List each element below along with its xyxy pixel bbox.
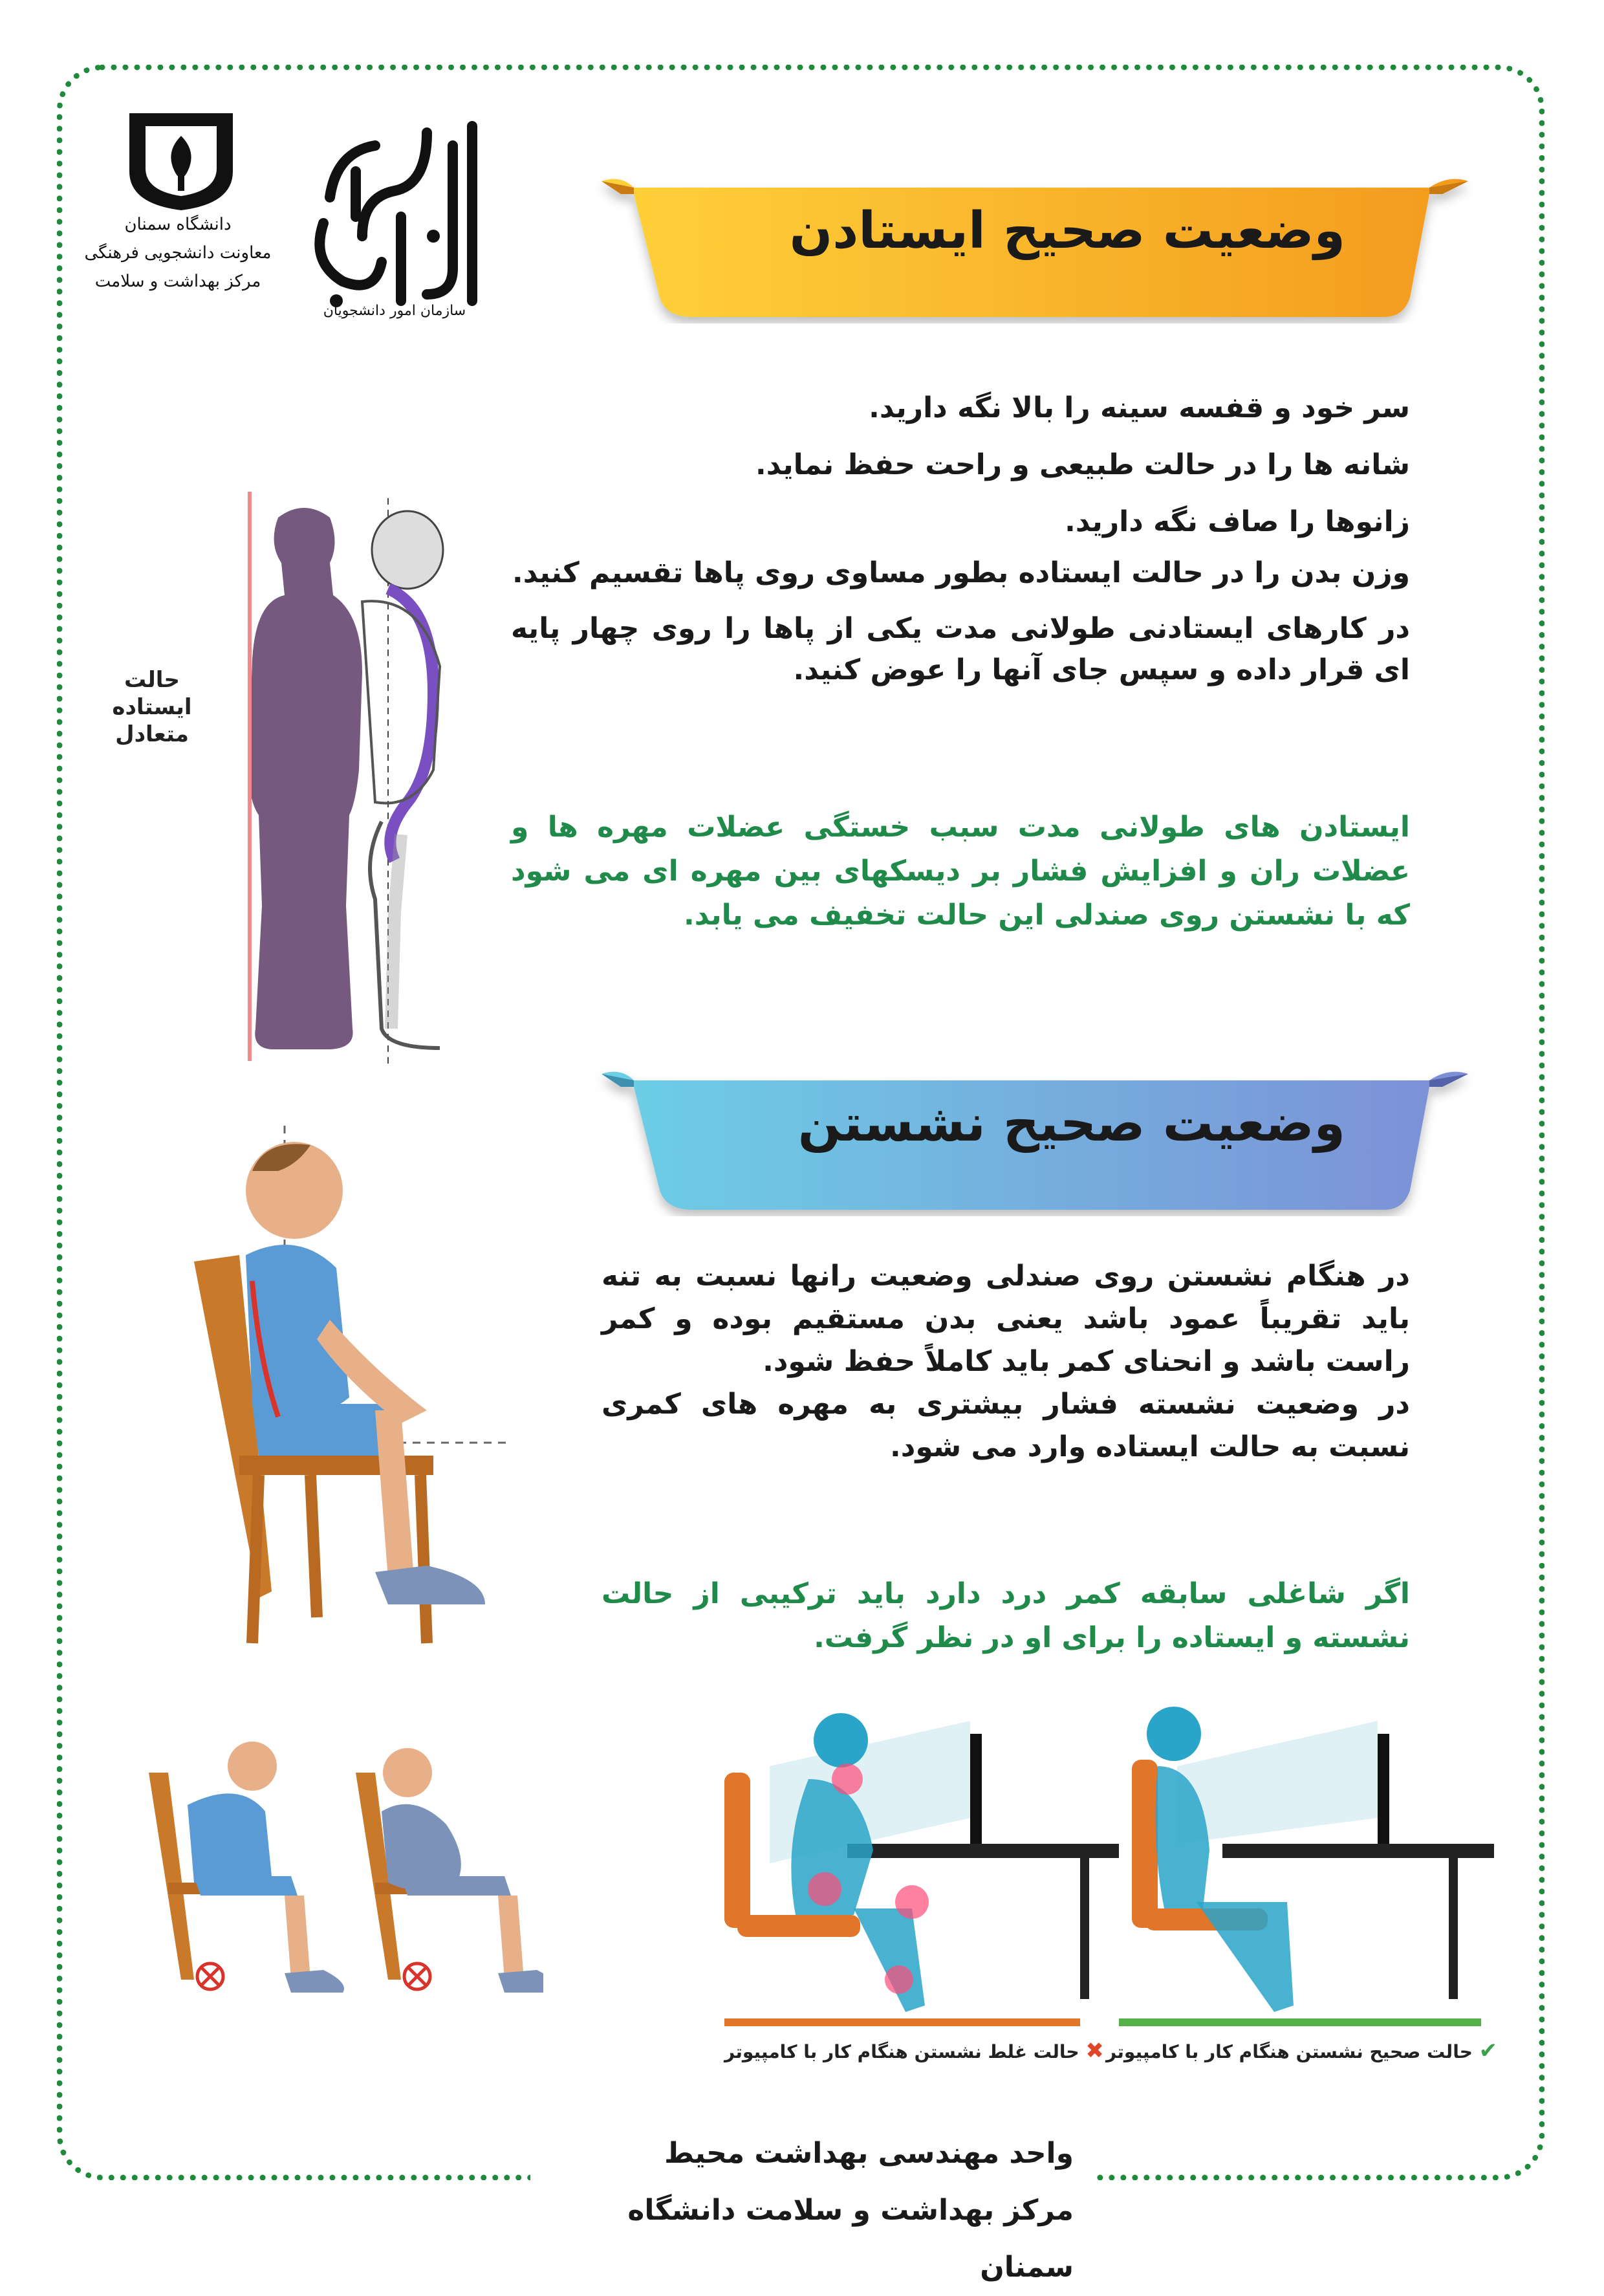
standing-tip-4: وزن بدن را در حالت ایستاده بطور مساوی روی پاها تقسیم کنید. [512, 556, 1410, 589]
sitting-note: اگر شاغلی سابقه کمر درد دارد باید ترکیبی از حالت نشسته و ایستاده را برای او در نظر گرفت. [602, 1577, 1410, 1654]
standing-note: ایستادن های طولانی مدت سبب خستگی عضلات مهره ها و عضلات ران و افزایش فشار بر دیسکهای بین مهره ای می شود که با نشستن روی صندلی این حالت تخفیف می یابد. [511, 811, 1410, 932]
university-line-3: مرکز بهداشت و سلامت [94, 272, 261, 291]
standing-tip-1: سر خود و قفسه سینه را بالا نگه دارید. [869, 391, 1410, 424]
standing-tip-2: شانه ها را در حالت طبیعی و راحت حفظ نماید. [755, 448, 1410, 481]
standing-figure-label: حالت ایستاده متعادل [112, 667, 192, 747]
correct-sitting-illustration [181, 1126, 543, 1663]
wrong-sitting-illustrations [142, 1734, 543, 2006]
skeleton-illustration [336, 498, 466, 1067]
footer-line-1: واحد مهندسی بهداشت محیط [664, 2137, 1074, 2170]
sitting-title: وضعیت صحیح نشستن [797, 1095, 1345, 1153]
student-affairs-logo [298, 107, 492, 320]
standing-tip-3: زانوها را صاف نگه دارید. [1065, 505, 1410, 538]
computer-posture-illustrations [718, 1695, 1501, 2038]
check-icon: ✔ [1479, 2038, 1498, 2064]
university-line-2: معاونت دانشجویی فرهنگی [84, 243, 272, 263]
standing-banner [595, 168, 1475, 323]
wrong-posture-caption: ✖ حالت غلط نشستن هنگام کار با کامپیوتر [724, 2038, 1104, 2064]
standing-tip-5: در کارهای ایستادنی طولانی مدت یکی از پاها را روی چهار پایه ای قرار داده و سپس جای آنها را عوض کنید. [511, 612, 1410, 686]
right-posture-caption: ✔ حالت صحیح نشستن هنگام کار با کامپیوتر [1106, 2038, 1498, 2064]
sitting-paragraph-2: در وضعیت نشسته فشار بیشتری به مهره های کمری نسبت به حالت ایستاده وارد می شود. [602, 1388, 1410, 1463]
footer-line-2: مرکز بهداشت و سلامت دانشگاه سمنان [627, 2194, 1074, 2284]
cross-icon: ✖ [1085, 2038, 1104, 2064]
footer [530, 2125, 1074, 2296]
org-name: سازمان امور دانشجویان [323, 303, 466, 319]
sitting-text [602, 1255, 1410, 1469]
standing-title: وضعیت صحیح ایستادن [789, 202, 1345, 260]
sitting-paragraph-1: در هنگام نشستن روی صندلی وضعیت رانها نسبت به تنه باید تقریباً عمود باشد یعنی بدن مستقیم بوده و کمر راست باشد و انحنای کمر باید کاملاً حفظ شود. [602, 1260, 1410, 1378]
university-line-1: دانشگاه سمنان [124, 215, 232, 234]
university-name [84, 210, 272, 296]
sitting-banner [595, 1061, 1475, 1216]
standing-tips [511, 382, 1410, 691]
